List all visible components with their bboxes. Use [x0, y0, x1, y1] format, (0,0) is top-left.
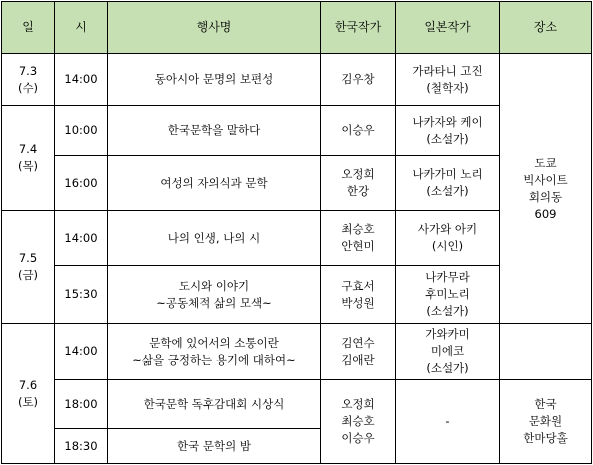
time-cell: 14:00 — [55, 54, 108, 106]
header-row — [2, 2, 592, 54]
time-cell: 10:00 — [55, 106, 108, 156]
header-date: 일 — [2, 2, 55, 54]
event-cell: 여성의 자의식과 문학 — [108, 156, 321, 211]
header-venue: 장소 — [500, 2, 592, 54]
korean-author-cell: 최승호 안현미 — [321, 211, 396, 266]
event-schedule-table — [1, 1, 592, 464]
korean-author-cell: 김연수 김애란 — [321, 324, 396, 380]
schedule-table-container — [1, 1, 592, 464]
header-event: 행사명 — [108, 2, 321, 54]
header-korean-author: 한국작가 — [321, 2, 396, 54]
table-row — [2, 324, 592, 380]
header-time: 시 — [55, 2, 108, 54]
event-cell: 동아시아 문명의 보편성 — [108, 54, 321, 106]
japanese-author-cell: 가라타니 고진 (철학자) — [396, 54, 500, 106]
venue-cell-empty — [500, 324, 592, 380]
date-cell: 7.5 (금) — [2, 211, 55, 324]
japanese-author-cell: 가와카미 미에코 (소설가) — [396, 324, 500, 380]
korean-author-cell: 오정희 최승호 이승우 — [321, 380, 396, 464]
date-cell: 7.6 (토) — [2, 324, 55, 464]
time-cell: 16:00 — [55, 156, 108, 211]
time-cell: 14:00 — [55, 324, 108, 380]
japanese-author-cell: 나카가미 노리 (소설가) — [396, 156, 500, 211]
japanese-author-cell: - — [396, 380, 500, 464]
event-cell: 한국문학을 말하다 — [108, 106, 321, 156]
time-cell: 15:30 — [55, 266, 108, 324]
event-cell: 한국 문학의 밤 — [108, 429, 321, 464]
time-cell: 18:00 — [55, 380, 108, 429]
venue-cell-korean-center: 한국 문화원 한마당홀 — [500, 380, 592, 464]
korean-author-cell: 오정희 한강 — [321, 156, 396, 211]
korean-author-cell: 김우창 — [321, 54, 396, 106]
time-cell: 18:30 — [55, 429, 108, 464]
japanese-author-cell: 나카자와 케이 (소설가) — [396, 106, 500, 156]
date-cell: 7.4 (목) — [2, 106, 55, 211]
table-row — [2, 380, 592, 429]
date-cell: 7.3 (수) — [2, 54, 55, 106]
event-cell: 나의 인생, 나의 시 — [108, 211, 321, 266]
time-cell: 14:00 — [55, 211, 108, 266]
korean-author-cell: 구효서 박성원 — [321, 266, 396, 324]
event-cell: 문학에 있어서의 소통이란 ~삶을 긍정하는 용기에 대하여~ — [108, 324, 321, 380]
table-row — [2, 54, 592, 106]
event-cell: 도시와 이야기 ~공동체적 삶의 모색~ — [108, 266, 321, 324]
header-japanese-author: 일본작가 — [396, 2, 500, 54]
japanese-author-cell: 나카무라 후미노리 (소설가) — [396, 266, 500, 324]
korean-author-cell: 이승우 — [321, 106, 396, 156]
venue-cell-tokyo: 도쿄 빅사이트 회의동 609 — [500, 54, 592, 324]
event-cell: 한국문학 독후감대회 시상식 — [108, 380, 321, 429]
japanese-author-cell: 사가와 아키 (시인) — [396, 211, 500, 266]
